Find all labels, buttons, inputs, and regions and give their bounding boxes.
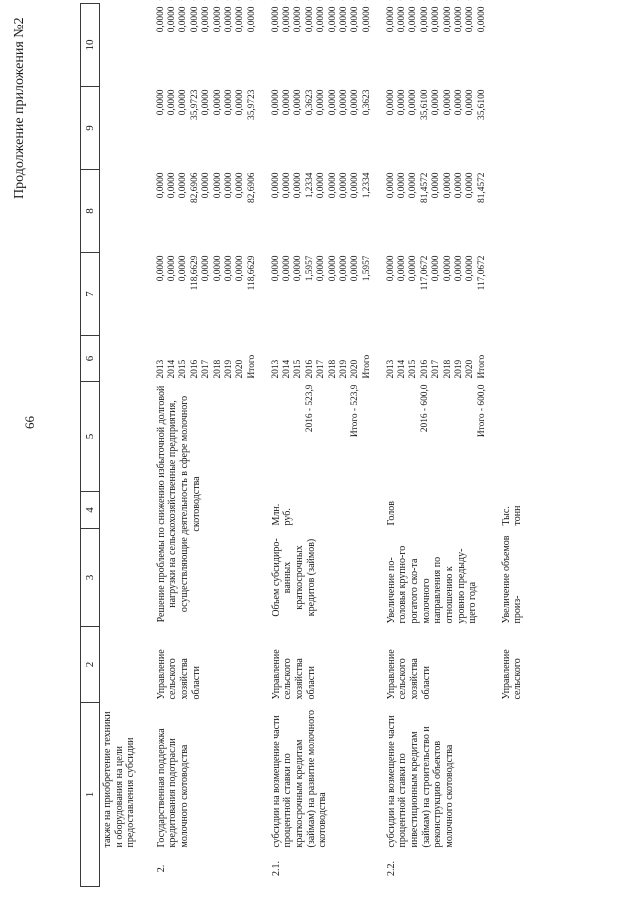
indicator-value: 2016 - 523,9 Итого - 523,9 xyxy=(304,384,361,438)
unit: Тыс. тонн xyxy=(500,505,524,526)
event-name: субсидии на возмещение части процентной ставки по краткосрочным кредитам (займам) на развитие молочного скотоводства xyxy=(270,710,329,848)
header-row xyxy=(81,4,100,887)
event-name xyxy=(499,703,539,851)
col-8-values xyxy=(499,87,539,170)
col-6-values xyxy=(100,253,154,336)
col-8-values: 0,0000 0,0000 0,0000 35,9723 0,0000 0,0000 0,0000 0,0000 35,9723 xyxy=(155,89,257,120)
unit xyxy=(100,492,154,529)
header-cell-7: 7 xyxy=(81,253,100,336)
header-cell-10: 10 xyxy=(81,4,100,87)
header-cell-3: 3 xyxy=(81,529,100,627)
event-name: Государственная поддержка кредитования подотрасли молочного скотоводства xyxy=(155,728,190,848)
col-8-values: 0,0000 0,0000 0,0000 35,6100 0,0000 0,0000 0,0000 0,0000 35,6100 xyxy=(385,89,487,120)
executor: Управление сельского хозяйства области xyxy=(385,649,432,700)
indicator xyxy=(100,529,154,627)
row-number: 2.2. xyxy=(385,861,397,876)
col-7-values xyxy=(499,170,539,253)
event-name: также на приобретение техники и оборудования на цели предоставления субсидии xyxy=(102,711,137,848)
col-9-values: 0,0000 0,0000 0,0000 0,0000 0,0000 0,0000 0,0000 0,0000 0,0000 xyxy=(270,6,372,33)
header-cell-5: 5 xyxy=(81,382,100,492)
unit: Млн. руб. xyxy=(270,503,294,526)
col-9-values: 0,0000 0,0000 0,0000 0,0000 0,0000 0,0000 0,0000 0,0000 0,0000 xyxy=(385,6,487,33)
header-cell-4: 4 xyxy=(81,492,100,529)
col-7-values: 0,0000 0,0000 0,0000 1,2334 0,0000 0,0000 0,0000 0,0000 1,2334 xyxy=(270,172,372,199)
indicator: Увеличение по-головья крупно-го рогатого ско-та молочного направления по отношению к уровню предыду-щего года xyxy=(385,545,479,624)
col-8-values xyxy=(100,87,154,170)
indicator: Решение проблемы по снижению избыточной долговой нагрузки на сельскохозяйственные предприятия, осуществляющие деятельность в сфере молочного скотоводства xyxy=(155,385,202,623)
table-row xyxy=(100,4,154,887)
header-cell-1: 1 xyxy=(81,703,100,887)
executor: Управление сельского xyxy=(500,649,524,700)
years-list: 2013 2014 2015 2016 2017 2018 2019 2020 Итого xyxy=(155,354,257,379)
executor: Управление сельского хозяйства области xyxy=(155,649,202,700)
row-number: 2. xyxy=(155,864,167,873)
col-9-values: 0,0000 0,0000 0,0000 0,0000 0,0000 0,0000 0,0000 0,0000 0,0000 xyxy=(155,6,257,33)
appendix-table xyxy=(80,4,539,888)
col-6-values: 0,0000 0,0000 0,0000 117,0672 0,0000 0,0000 0,0000 0,0000 117,0672 xyxy=(385,255,487,291)
col-6-values xyxy=(499,253,539,336)
indicator-value xyxy=(100,382,154,492)
indicator-value xyxy=(499,382,539,492)
table-row xyxy=(269,4,384,887)
col-7-values xyxy=(100,170,154,253)
col-8-values: 0,0000 0,0000 0,0000 0,3623 0,0000 0,0000 0,0000 0,0000 0,3623 xyxy=(270,89,372,116)
header-cell-8: 8 xyxy=(81,170,100,253)
row-number: 2.1. xyxy=(270,861,282,876)
table-row xyxy=(384,4,499,887)
indicator-value: 2016 - 600,0 Итого - 600,0 xyxy=(419,384,487,438)
executor xyxy=(100,627,154,703)
header-cell-2: 2 xyxy=(81,627,100,703)
col-9-values xyxy=(499,4,539,87)
years-list xyxy=(100,336,154,382)
col-7-values: 0,0000 0,0000 0,0000 82,6906 0,0000 0,0000 0,0000 0,0000 82,6906 xyxy=(155,172,257,203)
executor: Управление сельского хозяйства области xyxy=(270,649,317,700)
col-9-values xyxy=(100,4,154,87)
years-list: 2013 2014 2015 2016 2017 2018 2019 2020 Итого xyxy=(270,354,372,379)
event-name: субсидии на возмещение части процентной ставки по инвестиционным кредитам (займам) на строительство и реконструкцию объектов молочного скотоводства xyxy=(385,715,455,848)
indicator: Увеличение объемов произ- xyxy=(500,535,524,624)
col-7-values: 0,0000 0,0000 0,0000 81,4572 0,0000 0,0000 0,0000 0,0000 81,4572 xyxy=(385,172,487,203)
col-6-values: 0,0000 0,0000 0,0000 1,5957 0,0000 0,0000 0,0000 0,0000 1,5957 xyxy=(270,255,372,282)
years-list: 2013 2014 2015 2016 2017 2018 2019 2020 Итого xyxy=(385,354,487,379)
row-number xyxy=(499,851,539,887)
table-row xyxy=(499,4,539,887)
table-row xyxy=(154,4,269,887)
header-cell-6: 6 xyxy=(81,336,100,382)
unit: Голов xyxy=(385,501,397,526)
appendix-continuation-label: Продолжение приложения №2 xyxy=(12,17,27,199)
indicator: Объем субсидиро-ванных краткосрочных кредитов (займов) xyxy=(270,538,317,617)
page-number: 66 xyxy=(22,416,37,429)
row-number xyxy=(100,851,154,887)
col-6-values: 0,0000 0,0000 0,0000 118,6629 0,0000 0,0000 0,0000 0,0000 118,6629 xyxy=(155,255,257,291)
years-list xyxy=(499,336,539,382)
header-cell-9: 9 xyxy=(81,87,100,170)
